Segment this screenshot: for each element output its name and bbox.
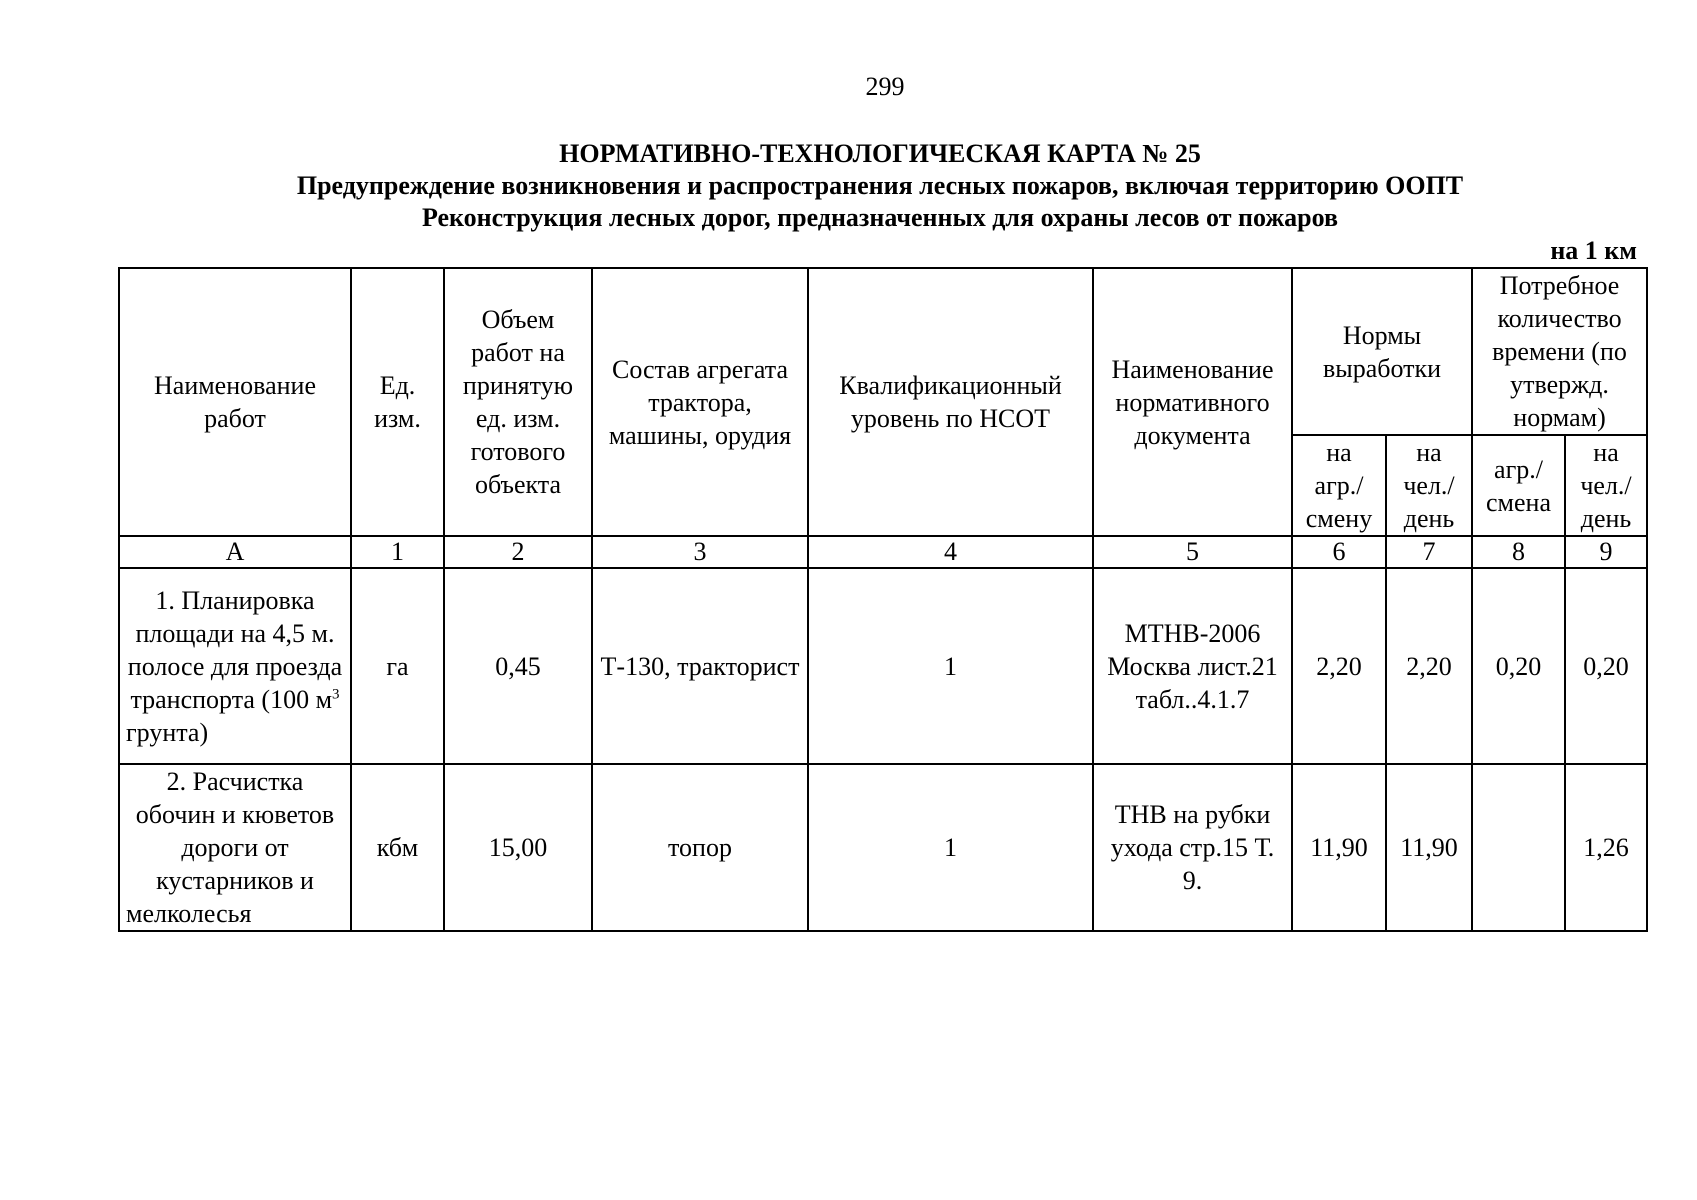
header-document: Наименование нормативного документа [1093,268,1292,536]
cell-composition: топор [592,764,808,931]
column-number: 8 [1472,536,1565,568]
unit-note: на 1 км [1550,236,1637,265]
cell-volume: 0,45 [444,568,592,764]
work-name-text: 1. Планировка площади на 4,5 м. полосе для проезда транспорта (100 м [127,585,343,714]
page-number: 299 [865,72,905,101]
header-composition: Состав агрегата трактора, машины, орудия [592,268,808,536]
cell-time-unit-shift: 0,20 [1472,568,1565,764]
header-qualification: Квалификационный уровень по НСОТ [808,268,1093,536]
cell-work-name: 2. Расчистка обочин и кюветов дороги от кустарников и мелколесья [119,764,351,931]
header-work-name: Наименование работ [119,268,351,536]
column-number-row [119,536,1647,568]
cell-qualification: 1 [808,764,1093,931]
column-number: 7 [1386,536,1472,568]
cell-unit: га [351,568,444,764]
cell-time-unit-shift [1472,764,1565,931]
document-subtitle: Предупреждение возникновения и распространения лесных пожаров, включая территорию ООПТ [296,171,1464,200]
column-number: 1 [351,536,444,568]
superscript: 3 [332,685,340,702]
cell-time-person-day: 0,20 [1565,568,1647,764]
header-output-person-day: на чел./ день [1386,435,1472,536]
header-volume: Объем работ на принятую ед. изм. готового объекта [444,268,592,536]
cell-unit: кбм [351,764,444,931]
cell-composition: Т-130, тракторист [592,568,808,764]
cell-output-unit-shift: 11,90 [1292,764,1386,931]
column-number: 9 [1565,536,1647,568]
column-number: 3 [592,536,808,568]
cell-output-person-day: 2,20 [1386,568,1472,764]
cell-volume: 15,00 [444,764,592,931]
cell-output-person-day: 11,90 [1386,764,1472,931]
cell-work-name [119,568,351,764]
cell-qualification: 1 [808,568,1093,764]
header-output-unit-shift: на агр./ смену [1292,435,1386,536]
column-number: 2 [444,536,592,568]
column-number: А [119,536,351,568]
norms-table [118,267,1648,932]
header-row [119,268,1647,435]
cell-document: МТНВ-2006 Москва лист.21 табл..4.1.7 [1093,568,1292,764]
header-time-unit-shift: агр./ смена [1472,435,1565,536]
document-titles [0,138,1697,234]
cell-output-unit-shift: 2,20 [1292,568,1386,764]
table-row [119,568,1647,764]
header-output-norms: Нормы выработки [1292,268,1472,435]
document-title: НОРМАТИВНО-ТЕХНОЛОГИЧЕСКАЯ КАРТА № 25 [559,139,1201,168]
column-number: 6 [1292,536,1386,568]
header-unit: Ед. изм. [351,268,444,536]
header-time-person-day: на чел./ день [1565,435,1647,536]
work-name-tail: грунта) [126,717,209,747]
cell-time-person-day: 1,26 [1565,764,1647,931]
table-row [119,764,1647,931]
header-time-required: Потребное количество времени (по утвержд. нормам) [1472,268,1647,435]
column-number: 5 [1093,536,1292,568]
cell-document: ТНВ на рубки ухода стр.15 Т. 9. [1093,764,1292,931]
column-number: 4 [808,536,1093,568]
document-subtitle-2: Реконструкция лесных дорог, предназначенных для охраны лесов от пожаров [421,203,1339,232]
